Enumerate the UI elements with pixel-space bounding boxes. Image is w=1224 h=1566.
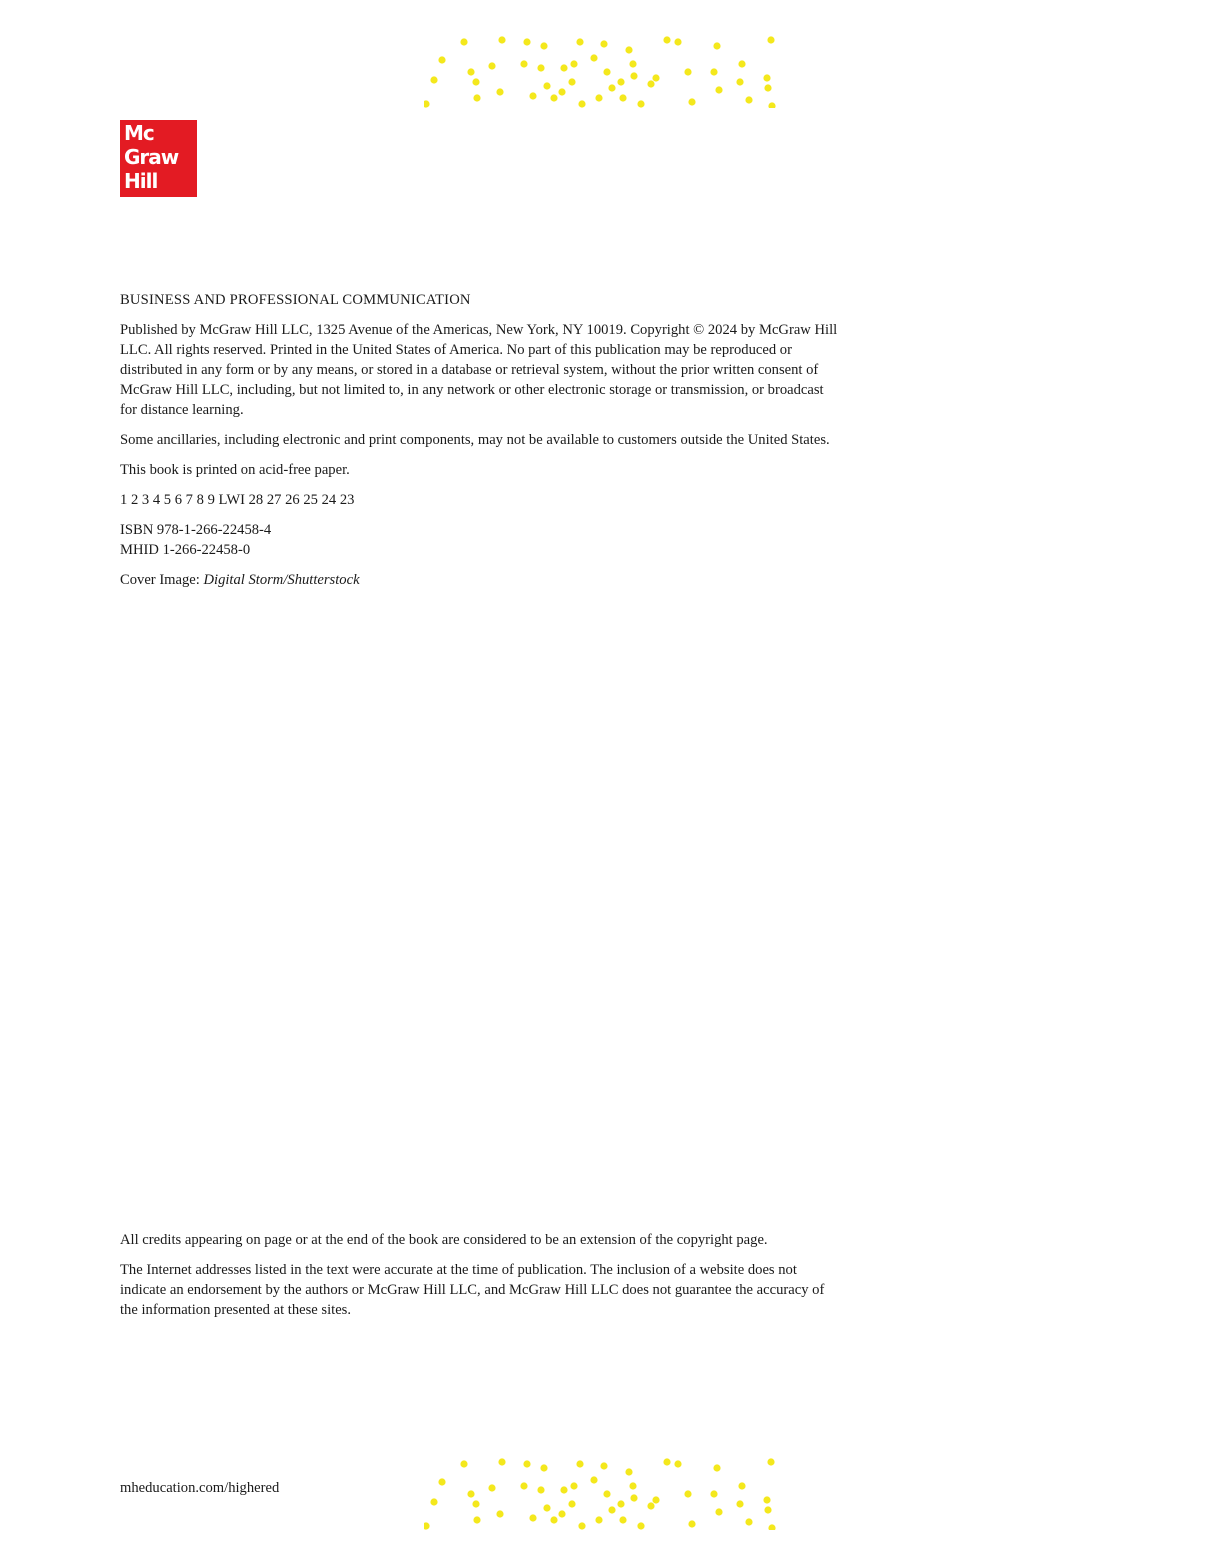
decorative-dot — [637, 1522, 644, 1529]
decorative-dot — [619, 1516, 626, 1523]
decorative-dot — [763, 74, 770, 81]
decorative-dot — [603, 1490, 610, 1497]
logo-text-mc: Mc — [124, 121, 154, 145]
decorative-dot — [550, 94, 557, 101]
decorative-dot — [713, 1464, 720, 1471]
decorative-dot — [630, 72, 637, 79]
decorative-dot — [684, 1490, 691, 1497]
decorative-dot — [578, 100, 585, 107]
print-line: 1 2 3 4 5 6 7 8 9 LWI 28 27 26 25 24 23 — [120, 492, 355, 508]
decorative-dot — [600, 40, 607, 47]
decorative-dot — [424, 100, 430, 107]
decorative-dot — [674, 38, 681, 45]
cover-label: Cover Image: — [120, 572, 204, 588]
decorative-dot — [578, 1522, 585, 1529]
decorative-dot — [576, 38, 583, 45]
decorative-dot — [768, 1524, 775, 1530]
paper-notice: This book is printed on acid-free paper. — [120, 462, 350, 478]
decorative-dot — [568, 1500, 575, 1507]
decorative-dot — [430, 1498, 437, 1505]
decorative-dot — [652, 74, 659, 81]
decorative-dot — [625, 46, 632, 53]
decorative-dot — [715, 1508, 722, 1515]
decorative-dot — [710, 1490, 717, 1497]
decorative-dot — [617, 1500, 624, 1507]
decorative-dot — [467, 68, 474, 75]
decorative-dot — [710, 68, 717, 75]
book-title: BUSINESS AND PROFESSIONAL COMMUNICATION — [120, 292, 471, 308]
decorative-dot — [590, 1476, 597, 1483]
decorative-dot — [537, 1486, 544, 1493]
decorative-dot — [529, 92, 536, 99]
decorative-dot — [529, 1514, 536, 1521]
decorative-dot — [608, 84, 615, 91]
decorative-dot — [600, 1462, 607, 1469]
cover-image-credit — [120, 570, 844, 590]
decorative-dot — [630, 1494, 637, 1501]
published-statement: Published by McGraw Hill LLC, 1325 Avenue of the Americas, New York, NY 10019. Copyright © 2024 by McGraw Hill LLC. All rights reserved. Printed in the United States of America. No part of this publication may be reproduced or distributed in any form or by any means, or stored in a database or retrieval system, without the prior written consent of McGraw Hill LLC, including, but not limited to, in any network or other electronic storage or transmission, or broadcast for distance learning. — [120, 322, 838, 418]
decorative-dot — [767, 36, 774, 43]
decorative-dot — [488, 62, 495, 69]
decorative-dot — [473, 1516, 480, 1523]
decorative-dot — [763, 1496, 770, 1503]
decorative-dot — [570, 1482, 577, 1489]
decorative-dot — [543, 1504, 550, 1511]
decorative-dot — [558, 88, 565, 95]
decorative-dot — [738, 60, 745, 67]
decorative-dot — [684, 68, 691, 75]
dot-pattern-top — [424, 36, 776, 108]
decorative-dot — [496, 88, 503, 95]
decorative-dot — [663, 36, 670, 43]
decorative-dot — [430, 76, 437, 83]
decorative-dot — [520, 60, 527, 67]
decorative-dot — [537, 64, 544, 71]
decorative-dot — [558, 1510, 565, 1517]
decorative-dot — [713, 42, 720, 49]
decorative-dot — [617, 78, 624, 85]
decorative-dot — [764, 84, 771, 91]
decorative-dot — [590, 54, 597, 61]
decorative-dot — [540, 1464, 547, 1471]
decorative-dot — [496, 1510, 503, 1517]
decorative-dot — [768, 102, 775, 108]
decorative-dot — [625, 1468, 632, 1475]
decorative-dot — [738, 1482, 745, 1489]
dot-pattern-bottom — [424, 1458, 776, 1530]
decorative-dot — [560, 1486, 567, 1493]
decorative-dot — [688, 1520, 695, 1527]
decorative-dot — [523, 38, 530, 45]
decorative-dot — [619, 94, 626, 101]
bottom-dot-decoration — [424, 1458, 776, 1530]
logo-text-hill: Hill — [124, 169, 158, 193]
decorative-dot — [603, 68, 610, 75]
decorative-dot — [608, 1506, 615, 1513]
decorative-dot — [576, 1460, 583, 1467]
mcgraw-hill-logo — [120, 120, 197, 197]
decorative-dot — [688, 98, 695, 105]
decorative-dot — [540, 42, 547, 49]
decorative-dot — [715, 86, 722, 93]
cover-credit: Digital Storm/Shutterstock — [203, 572, 360, 588]
internet-note: The Internet addresses listed in the text were accurate at the time of publication. The inclusion of a website does not indicate an endorsement by the authors or McGraw Hill LLC, and McGraw Hill LLC does not guarantee the accuracy of the information presented at these sites. — [120, 1262, 825, 1318]
decorative-dot — [498, 1458, 505, 1465]
decorative-dot — [467, 1490, 474, 1497]
decorative-dot — [647, 80, 654, 87]
decorative-dot — [523, 1460, 530, 1467]
decorative-dot — [745, 96, 752, 103]
decorative-dot — [595, 1516, 602, 1523]
decorative-dot — [438, 1478, 445, 1485]
decorative-dot — [764, 1506, 771, 1513]
decorative-dot — [472, 1500, 479, 1507]
credits-note: All credits appearing on page or at the end of the book are considered to be an extension of the copyright page. — [120, 1232, 768, 1248]
decorative-dot — [543, 82, 550, 89]
decorative-dot — [560, 64, 567, 71]
decorative-dot — [520, 1482, 527, 1489]
decorative-dot — [488, 1484, 495, 1491]
decorative-dot — [652, 1496, 659, 1503]
ancillaries-notice: Some ancillaries, including electronic and print components, may not be available to customers outside the United States. — [120, 432, 830, 448]
decorative-dot — [736, 1500, 743, 1507]
decorative-dot — [767, 1458, 774, 1465]
mhid: MHID 1-266-22458-0 — [120, 542, 251, 558]
decorative-dot — [736, 78, 743, 85]
isbn: ISBN 978-1-266-22458-4 — [120, 522, 272, 538]
top-dot-decoration — [424, 36, 776, 108]
decorative-dot — [570, 60, 577, 67]
decorative-dot — [460, 1460, 467, 1467]
footer-notes — [120, 1230, 844, 1330]
decorative-dot — [745, 1518, 752, 1525]
decorative-dot — [473, 94, 480, 101]
decorative-dot — [568, 78, 575, 85]
decorative-dot — [629, 60, 636, 67]
copyright-content — [120, 290, 844, 600]
decorative-dot — [550, 1516, 557, 1523]
decorative-dot — [629, 1482, 636, 1489]
decorative-dot — [438, 56, 445, 63]
publisher-url: mheducation.com/highered — [120, 1480, 280, 1496]
decorative-dot — [460, 38, 467, 45]
decorative-dot — [637, 100, 644, 107]
decorative-dot — [595, 94, 602, 101]
identifiers — [120, 520, 844, 560]
decorative-dot — [498, 36, 505, 43]
decorative-dot — [647, 1502, 654, 1509]
decorative-dot — [424, 1522, 430, 1529]
decorative-dot — [663, 1458, 670, 1465]
decorative-dot — [674, 1460, 681, 1467]
decorative-dot — [472, 78, 479, 85]
logo-text-graw: Graw — [124, 145, 179, 169]
